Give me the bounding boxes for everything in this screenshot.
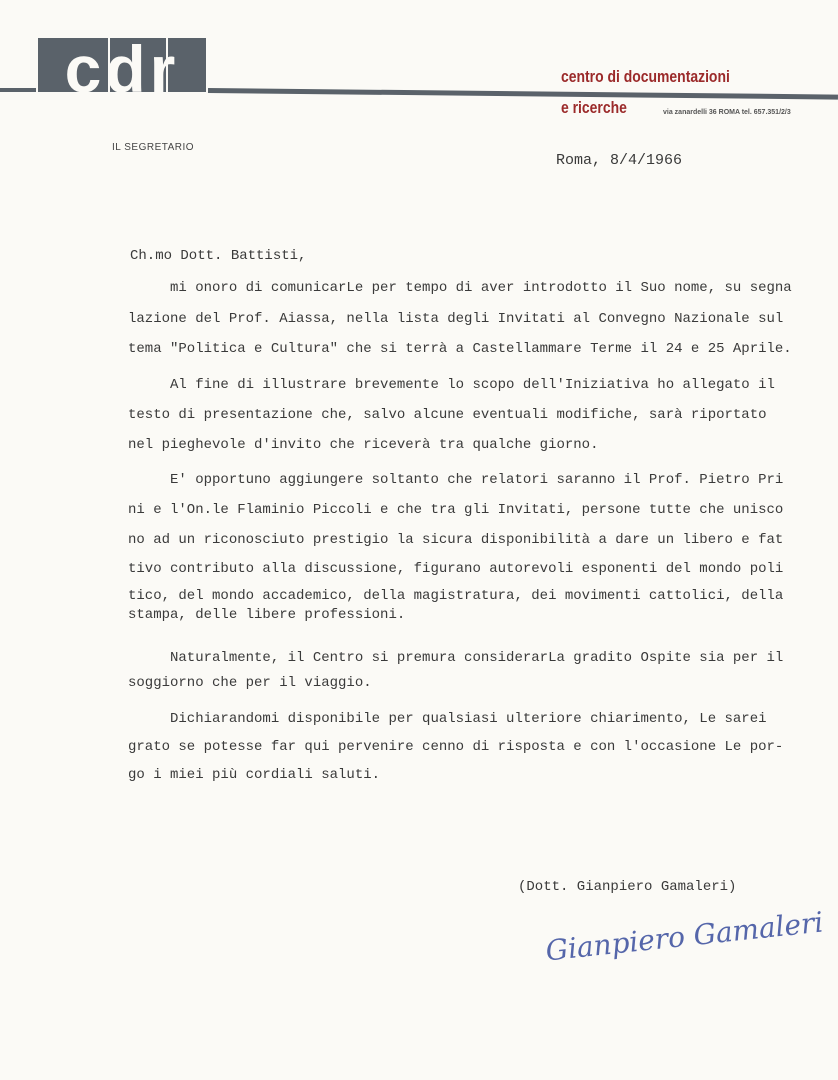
body-line: grato se potesse far qui pervenire cenno di risposta e con l'occasione Le por- [128, 739, 784, 755]
address: via zanardelli 36 ROMA tel. 657.351/2/3 [663, 109, 791, 116]
body-line: stampa, delle libere professioni. [128, 607, 406, 623]
body-line: tivo contributo alla discussione, figurano autorevoli esponenti del mondo poli [128, 561, 784, 577]
sender-title: IL SEGRETARIO [112, 142, 195, 153]
body-line: soggiorno che per il viaggio. [128, 675, 372, 691]
body-line: Naturalmente, il Centro si premura considerarLa gradito Ospite sia per il [128, 650, 784, 666]
handwritten-signature: Gianpiero Gamaleri [544, 905, 825, 968]
letterhead-rule [208, 88, 838, 100]
brand-name-line1: centro di documentazioni [561, 67, 730, 86]
salutation: Ch.mo Dott. Battisti, [130, 248, 307, 264]
body-line: lazione del Prof. Aiassa, nella lista degli Invitati al Convegno Nazionale sul [128, 311, 784, 327]
body-line: no ad un riconosciuto prestigio la sicura disponibilità a dare un libero e fat [128, 532, 784, 548]
body-line: Dichiarandomi disponibile per qualsiasi ulteriore chiarimento, Le sarei [128, 711, 767, 727]
logo: cdr [64, 38, 180, 92]
body-line: E' opportuno aggiungere soltanto che relatori saranno il Prof. Pietro Pri [128, 472, 784, 488]
body-line: ni e l'On.le Flaminio Piccoli e che tra gli Invitati, persone tutte che unisco [128, 502, 784, 518]
body-line: mi onoro di comunicarLe per tempo di aver introdotto il Suo nome, su segna [128, 280, 792, 296]
body-line: Al fine di illustrare brevemente lo scopo dell'Iniziativa ho allegato il [128, 377, 775, 393]
signatory-name: (Dott. Gianpiero Gamaleri) [518, 879, 737, 895]
body-line: nel pieghevole d'invito che riceverà tra qualche giorno. [128, 437, 599, 453]
brand-name-line2: e ricerche [561, 98, 627, 117]
body-line: tema "Politica e Cultura" che si terrà a Castellammare Terme il 24 e 25 Aprile. [128, 341, 792, 357]
letterhead-rule-left [0, 88, 36, 92]
body-line: go i miei più cordiali saluti. [128, 767, 381, 783]
body-line: testo di presentazione che, salvo alcune eventuali modifiche, sarà riportato [128, 407, 767, 423]
date: Roma, 8/4/1966 [556, 152, 683, 169]
body-line: tico, del mondo accademico, della magistratura, dei movimenti cattolici, della [128, 588, 784, 604]
